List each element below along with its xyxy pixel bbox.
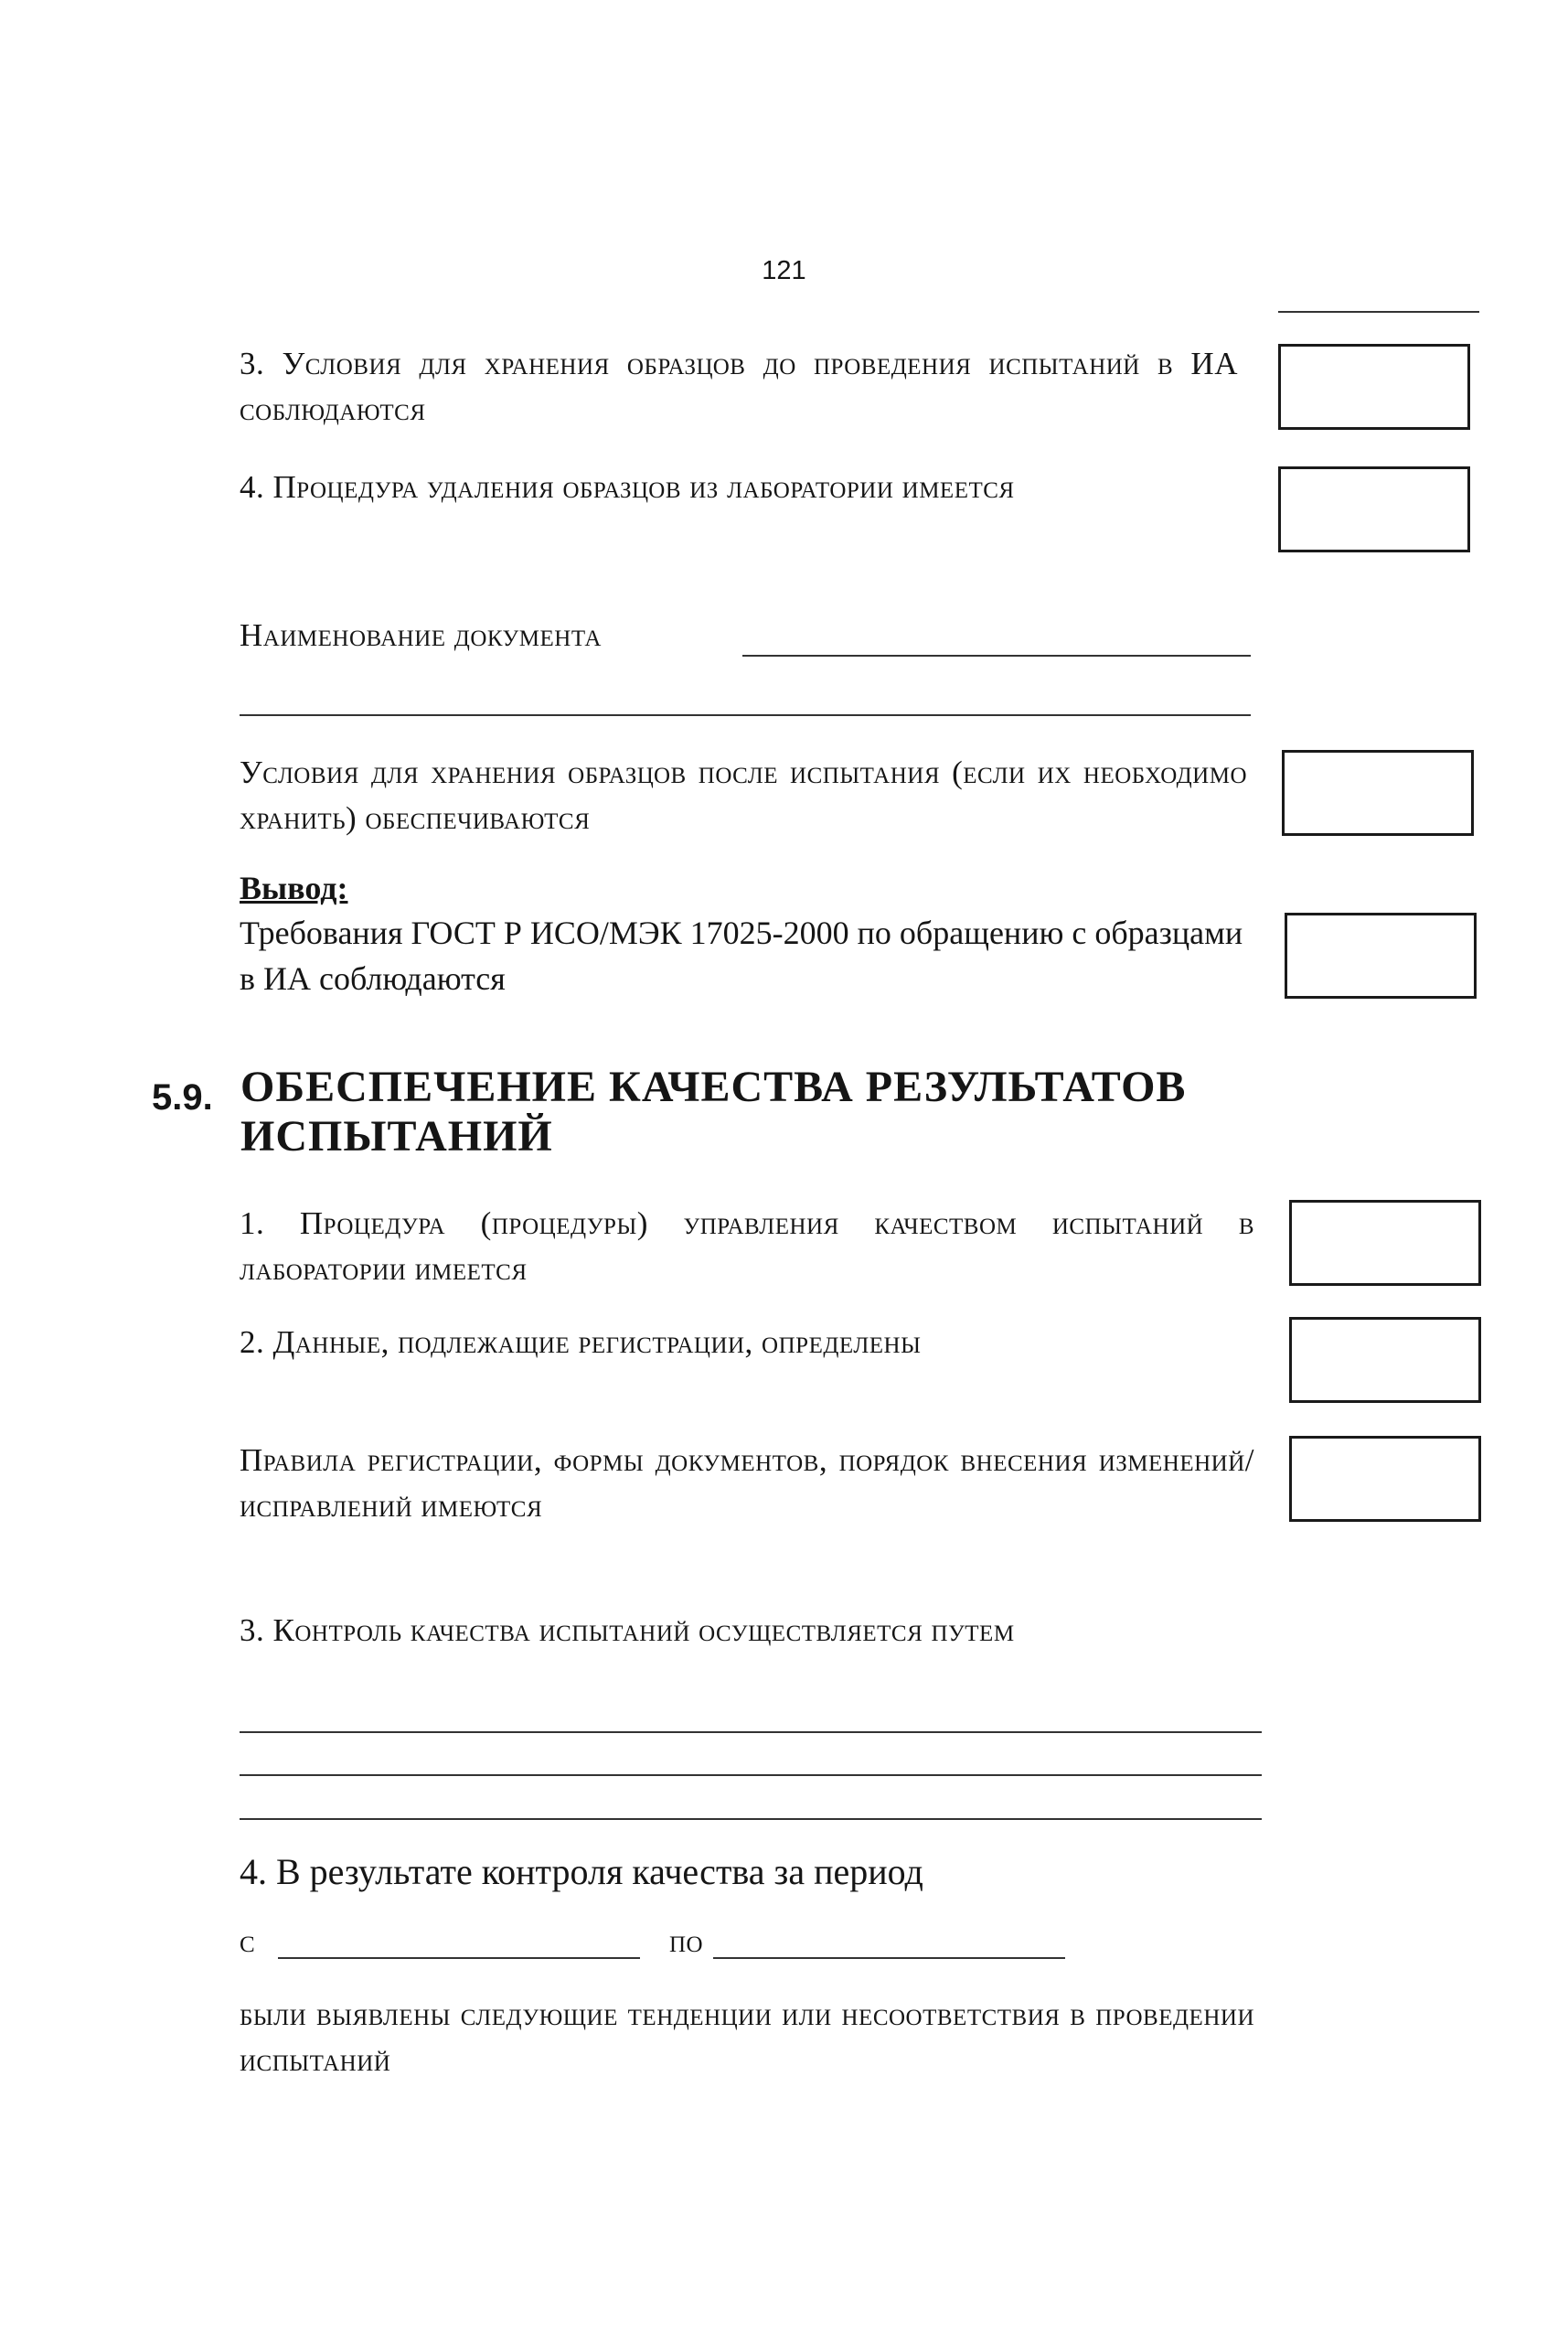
section-title: ОБЕСПЕЧЕНИЕ КАЧЕСТВА РЕЗУЛЬТАТОВ ИСПЫТАНИЙ [240, 1063, 1187, 1161]
q2-checkbox[interactable] [1289, 1317, 1481, 1403]
to-date-line[interactable] [713, 1957, 1065, 1959]
item-4-checkbox[interactable] [1278, 466, 1470, 552]
section-number: 5.9. [152, 1077, 213, 1118]
q1-checkbox[interactable] [1289, 1200, 1481, 1286]
q2-text: 2. Данные, подлежащие регистрации, определены [240, 1324, 922, 1360]
doc-name-line-1[interactable] [742, 655, 1251, 657]
storage-after-text: Условия для хранения образцов после испытания (если их необходимо хранить) обеспечиваются [240, 755, 1247, 836]
from-date-line[interactable] [278, 1957, 640, 1959]
conclusion-checkbox[interactable] [1285, 913, 1477, 999]
item-3-checkbox[interactable] [1278, 344, 1470, 430]
q3-text: 3. Контроль качества испытаний осуществляется путем [240, 1612, 1015, 1648]
q2b-checkbox[interactable] [1289, 1436, 1481, 1522]
storage-after-checkbox[interactable] [1282, 750, 1474, 836]
q3-line-1[interactable] [240, 1731, 1262, 1733]
item-3-text: 3. Условия для хранения образцов до проведения испытаний в ИА соблюдаются [240, 346, 1238, 427]
trends-text: были выявлены следующие тенденции или несоответствия в проведении испытаний [240, 1996, 1254, 2078]
top-rule [1278, 311, 1479, 313]
doc-name-label: Наименование документа [240, 617, 602, 653]
q2b-text: Правила регистрации, формы документов, порядок внесения изменений/исправлений имеются [240, 1442, 1254, 1524]
q3-line-2[interactable] [240, 1774, 1262, 1776]
from-label: с [240, 1923, 256, 1959]
conclusion-heading: Вывод: [240, 870, 348, 906]
conclusion-text: Требования ГОСТ Р ИСО/МЭК 17025-2000 по обращению с образцами в ИА соблюдаются [240, 915, 1243, 997]
q4-text: 4. В результате контроля качества за период [240, 1851, 923, 1892]
q1-text: 1. Процедура (процедуры) управления качеством испытаний в лаборатории имеется [240, 1205, 1254, 1287]
doc-name-line-2[interactable] [240, 714, 1251, 716]
page-number: 121 [762, 256, 806, 285]
item-4-text: 4. Процедура удаления образцов из лаборатории имеется [240, 469, 1015, 505]
q3-line-3[interactable] [240, 1818, 1262, 1820]
to-label: по [669, 1923, 704, 1959]
